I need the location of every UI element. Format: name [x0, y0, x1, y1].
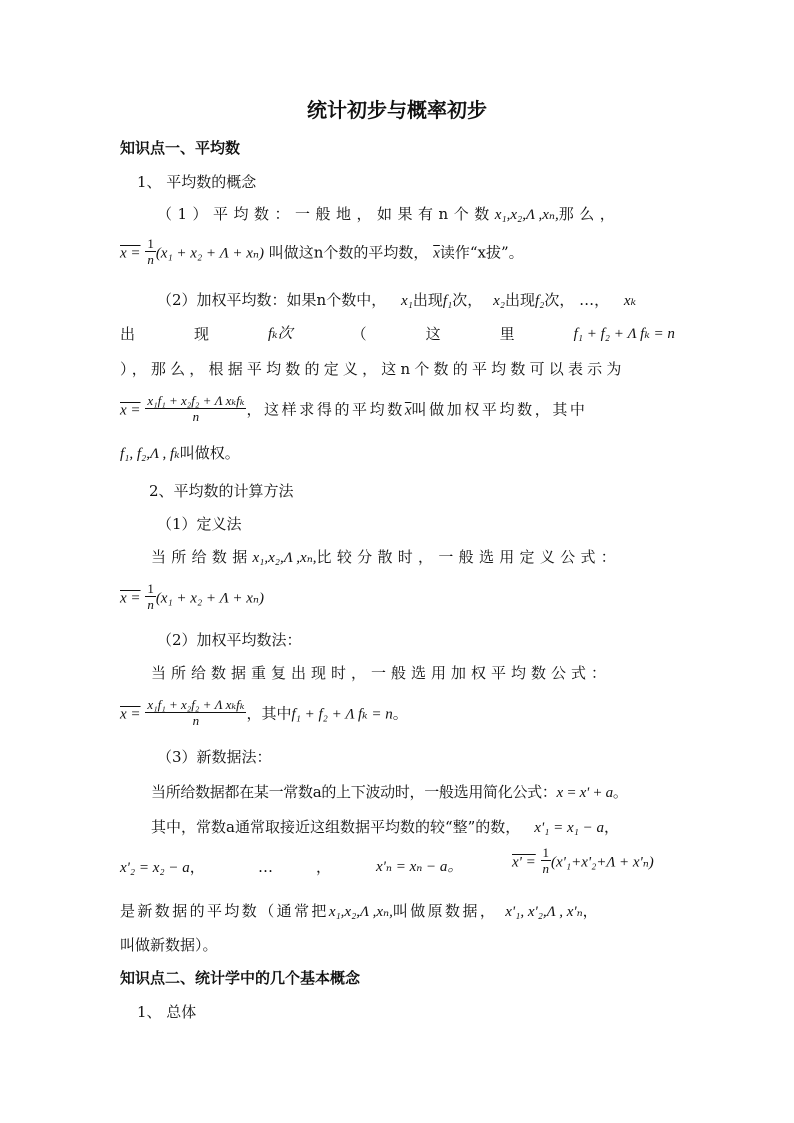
fraction: $\frac{1}{n}$: [147, 581, 154, 612]
text: 当所给数据都在某一常数a的上下波动时，一般选用简化公式：: [151, 783, 557, 801]
math-xbar: x =: [120, 402, 141, 419]
text: 叫做权。: [179, 444, 240, 462]
math-inline: x₂: [493, 293, 505, 309]
math-inline: xₖ: [623, 293, 637, 309]
method-newdata-line4: [120, 901, 600, 922]
math-sum: (x₁ + x₂ + Λ + xₙ): [155, 590, 264, 607]
text: 次，: [452, 291, 483, 309]
math-inline: x'ₙ = xₙ − a。: [376, 859, 463, 875]
math-inline: x₁,x₂,Λ ,xₙ,: [328, 904, 393, 920]
text: （: [351, 325, 367, 343]
subheading-calc-methods: 2、平均数的计算方法: [149, 482, 294, 500]
subheading-population: 1、 总体: [137, 1003, 197, 1021]
method-definition-text: [151, 547, 621, 568]
text: 。: [612, 783, 628, 801]
text: 出现: [504, 291, 535, 309]
math-inline: f₁ + f₂ + Λ fₖ = n: [573, 326, 675, 342]
math-inline: x₁: [401, 293, 413, 309]
method-newdata-heading: （3）新数据法：: [157, 748, 272, 766]
text: 叫做原数据，: [392, 902, 498, 920]
text: （2）加权平均数：如果n个数中，: [157, 291, 387, 309]
math-inline: x = x' + a: [556, 785, 613, 801]
fraction: $\frac{\text{x₁f₁ + x₂f₂ + Λ xₖfₖ}}{n}$: [147, 697, 245, 728]
math-inline: f₁, f₂,Λ , fₖ: [120, 446, 180, 462]
text: ，: [316, 858, 332, 876]
text: 叫做这n个数的平均数，: [268, 243, 429, 262]
method-weighted-text: 当所给数据重复出现时，一般选用加权平均数公式：: [151, 664, 612, 682]
math-inline: x'₁, x'₂,Λ , x'ₙ: [505, 904, 583, 920]
fraction: $\frac{1}{n}$: [147, 236, 154, 267]
page-title: 统计初步与概率初步: [307, 98, 487, 122]
math-sum: (x₁ + x₂ + Λ + xₙ): [155, 245, 264, 262]
text: 现: [194, 325, 210, 343]
text: 读作“x拔”。: [439, 243, 524, 262]
method-newdata-line3: [120, 845, 680, 878]
math-xbar: $\overline{x}$: [404, 402, 412, 419]
math-inline: f₂: [534, 293, 545, 309]
text: 里: [499, 325, 515, 343]
method-newdata-line1: [151, 782, 628, 803]
text: ，: [189, 858, 205, 876]
text: 叫做加权平均数，其中: [411, 400, 588, 419]
math-xbar: x =: [120, 706, 141, 723]
text: 。: [392, 704, 408, 723]
text: ，: [582, 902, 601, 920]
math-inline: f₁ + f₂ + Λ fₖ = n: [291, 706, 393, 723]
para-weighted-line3: ），那么，根据平均数的定义，这n个数的平均数可以表示为: [120, 360, 626, 378]
text: 出现: [412, 291, 443, 309]
para-weighted-line2: [120, 324, 675, 344]
text: （1）平均数：一般地，如果有n个数: [157, 205, 495, 223]
math-inline: fₖ次: [268, 326, 293, 342]
fraction: $\frac{1}{n}$: [542, 845, 550, 876]
math-xbar: x =: [120, 245, 141, 262]
method-newdata-line2: [151, 817, 619, 838]
text: 是新数据的平均数（通常把: [120, 902, 329, 920]
section-heading-1: 知识点一、平均数: [120, 139, 241, 157]
method-weighted-heading: （2）加权平均数法：: [157, 631, 302, 649]
math-inline: x'₂ = x₂ − a: [120, 860, 190, 876]
subheading-mean-concept: 1、 平均数的概念: [137, 173, 257, 191]
method-newdata-line5: 叫做新数据）。: [120, 936, 218, 954]
text: 这: [425, 325, 441, 343]
method-definition-heading: （1）定义法: [157, 515, 242, 533]
fraction: $\frac{\text{x₁f₁ + x₂f₂ + Λ xₖfₖ}}{n}$: [147, 393, 245, 424]
text: 那么，: [558, 205, 621, 223]
math-newmean: x' = $\frac{1}{n}$ (x'₁+x'₂+Λ + x'ₙ): [512, 845, 654, 876]
section-heading-2: 知识点二、统计学中的几个基本概念: [120, 969, 361, 987]
text: 次， …，: [544, 291, 610, 309]
method-weighted-formula: [120, 699, 408, 730]
math-xbar: $\overline{x}$: [433, 245, 440, 262]
text: …: [258, 858, 273, 876]
math-inline: x'₁ = x₁ − a: [534, 820, 604, 836]
method-definition-formula: [120, 583, 264, 614]
math-inline: x₁,x₂,Λ ,xₙ,: [494, 207, 559, 223]
text: 比较分散时，一般选用定义公式：: [316, 548, 622, 566]
para-weighted-line5: [120, 443, 240, 464]
para-weighted-line4: [120, 395, 588, 426]
para-mean-def-line1: [157, 204, 620, 225]
para-mean-def-line2: [120, 238, 524, 269]
text: ，: [604, 818, 620, 836]
text: ，其中: [246, 704, 292, 723]
text: ，这样求得的平均数: [246, 400, 405, 419]
math-inline: x₁,x₂,Λ ,xₙ,: [252, 550, 317, 566]
text: 当所给数据: [151, 548, 253, 566]
math-inline: f₁: [442, 293, 453, 309]
math-xbar: x =: [120, 590, 141, 607]
para-weighted-line1: [157, 290, 636, 311]
text: 其中，常数a通常取接近这组数据平均数的较“整”的数，: [151, 818, 521, 836]
text: 出: [120, 325, 136, 343]
